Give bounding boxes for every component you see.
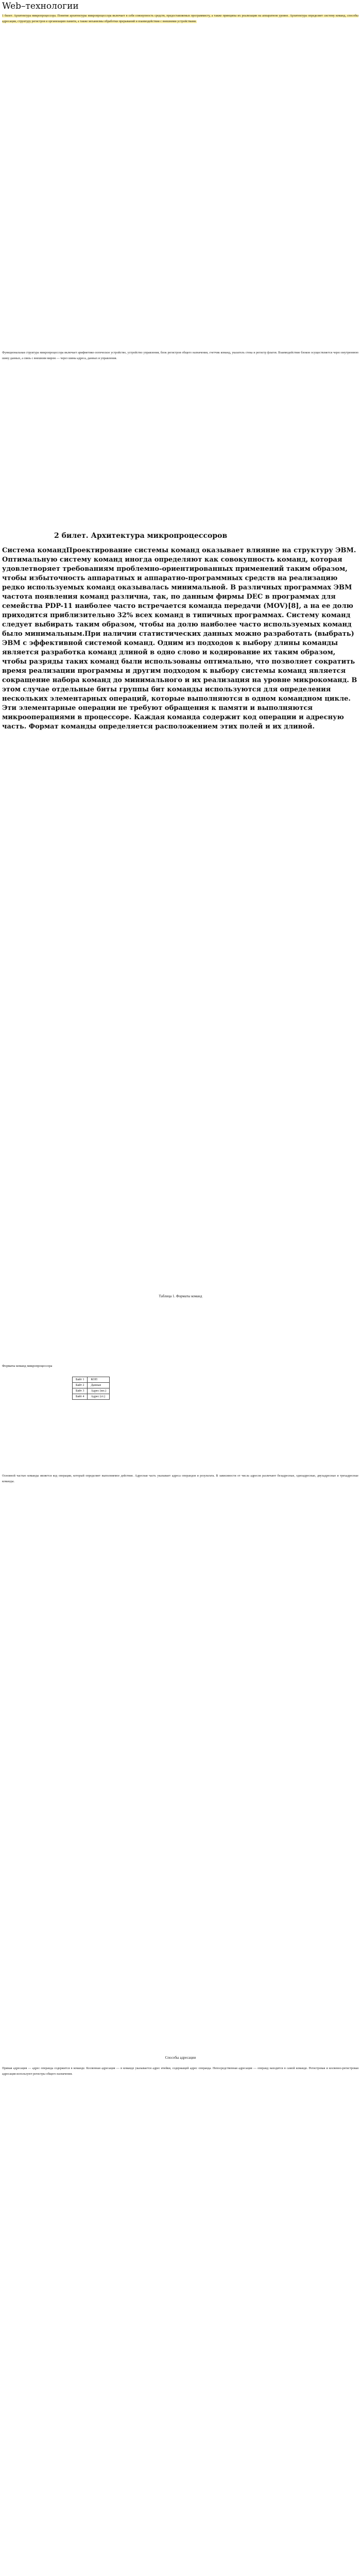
table-cell: Данные [88, 1383, 110, 1388]
paragraph-4: Прямая адресация — адрес операнда содержится в команде. Косвенная адресация — в команде указывается адрес ячейки, содержащей адрес операнда. Непосредственная адресация — операнд находится в самой команде. Регистровая и косвенно-регистровая адресация используют регистры общего назначения. [2, 2067, 358, 2076]
document-title: Web–технологии [2, 1, 79, 11]
paragraph-2: Функциональная структура микропроцессора включает арифметико-логическое устройство, устройство управления, блок регистров общего назначения, счетчик команд, указатель стека и регистр флагов. Взаимодействие блоков осуществляется через внутреннюю шину данных, а связь с внешним миром — через шины адреса, данных и управления. [2, 351, 358, 360]
formats-table [72, 1377, 110, 1400]
table-cell: Адрес (мл.) [88, 1388, 110, 1394]
table-cell: КОП [88, 1377, 110, 1383]
formats-section-title: Таблица 1. Форматы команд [159, 1294, 202, 1298]
table-row [73, 1377, 110, 1383]
table-cell: Байт 3 [73, 1388, 88, 1394]
table-caption: Форматы команд микропроцессора [2, 1364, 53, 1368]
section-heading-2: 2 билет. Архитектура микропроцессоров [54, 532, 228, 540]
table-row [73, 1388, 110, 1394]
paragraph-3: Основной частью команды является код операции, который определяет выполняемое действие. Адресная часть указывает адреса операндов и результата. В зависимости от числа адресов различают безадресные, одноадресные, двухадресные и трехадресные команды. [2, 1475, 358, 1483]
table-cell: Байт 1 [73, 1377, 88, 1383]
table-cell: Байт 2 [73, 1383, 88, 1388]
intro-highlight: 1 билет. Архитектура микропроцессора. Понятие архитектуры микропроцессора включает в себя совокупность средств, предоставляемых программисту, а также принципы их реализации на аппаратном уровне. Архитектура определяет систему команд, способы адресации, структуру регистров и организацию памяти, а также механизмы обработки прерываний и взаимодействия с внешними устройствами. [2, 14, 358, 23]
table-cell: Байт 4 [73, 1394, 88, 1400]
intro-paragraph [2, 13, 358, 343]
addressing-section-title: Способы адресации [165, 2056, 196, 2060]
table-row [73, 1383, 110, 1388]
table-row [73, 1394, 110, 1400]
command-system-text: Система командПроектирование системы команд оказывает влияние на структуру ЭВМ. Оптимальную систему команд иногда определяют как совокупность команд, которая удовлетворяет требованиям проблемно-ориентированных применений таким образом, чтобы избыточность аппаратных и аппаратно-программных средств на реализацию редко используемых команд оказывалась минимальной. В различных программах ЭВМ частота появления команд различна, так, по данным фирмы DEC в программах для семейства PDP-11 наиболее часто встречается команда передачи (MOV)[8], а на ее долю приходится приблизительно 32% всех команд в типичных программах. Систему команд следует выбирать таким образом, чтобы на долю наиболее часто используемых команд было минимальным.При наличии статистических данных можно разработать (выбрать) ЭВМ с эффективной системой команд. Одним из подходов к выбору длины команды является разработка команд длиной в одно слово и кодирование их таким образом, чтобы разряды таких команд были использованы оптимально, что позволяет сократить время реализации программы и другим подходом к выбору системы команд является сокращение набора команд до минимального и их реализация на уровне микрокоманд. В этом случае отдельные биты группы бит команды используются для определения нескольких элементарных операций, которые выполняются в одном командном цикле. Эти элементарные операции не требуют обращения к памяти и выполняются микрооперациями в процессоре. Каждая команда содержит код операции и адресную часть. Формат команды определяется расположением этих полей и их длиной. [2, 547, 357, 731]
table-cell: Адрес (ст.) [88, 1394, 110, 1400]
